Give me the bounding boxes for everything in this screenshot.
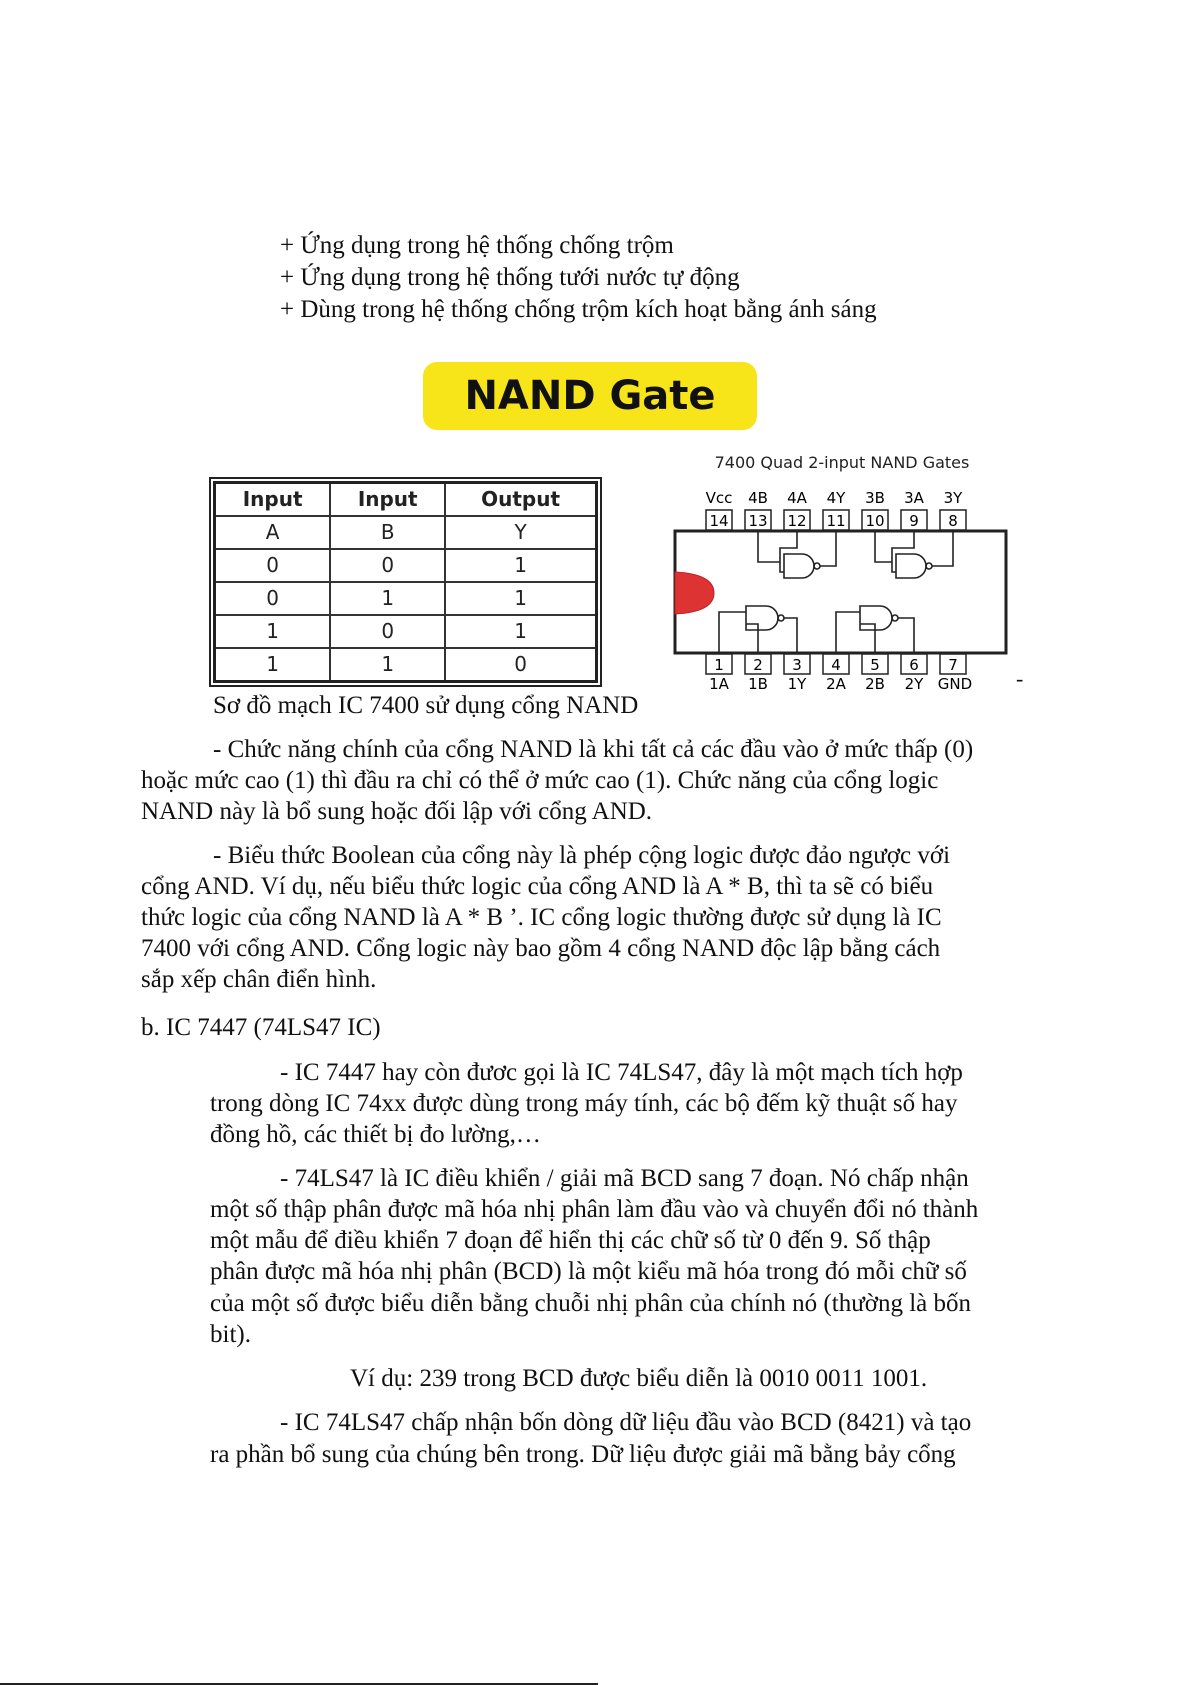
pin-number: 12 <box>787 512 807 530</box>
chip-body <box>675 531 1006 653</box>
bullet-item: + Ứng dụng trong hệ thống tưới nước tự động <box>280 264 740 291</box>
pin <box>823 489 849 530</box>
text-line: - IC 7447 hay còn đươc gọi là IC 74LS47, đây là một mạch tích hợp <box>280 1059 963 1086</box>
pin <box>784 489 810 530</box>
top-pin-row <box>706 489 966 530</box>
text-line: của một số được biểu diễn bằng chuỗi nhị phân của chính nó (thường là bốn <box>210 1290 972 1317</box>
text-line: - Chức năng chính của cổng NAND là khi tất cả các đầu vào ở mức thấp (0) <box>213 736 974 763</box>
pin-number: 7 <box>948 656 958 674</box>
pin-label: 2B <box>865 675 885 692</box>
pin-label: 2Y <box>904 675 924 692</box>
pin <box>862 489 888 530</box>
table-cell: 1 <box>445 615 596 648</box>
nand-truth-table <box>213 481 598 683</box>
text-line: 7400 với cổng AND. Cổng logic này bao gồm 4 cổng NAND độc lập bằng cách <box>141 935 941 962</box>
pin-number: 2 <box>753 656 763 674</box>
text-line: đồng hồ, các thiết bị đo lường,… <box>210 1121 541 1148</box>
table-cell: 1 <box>445 549 596 582</box>
text-line: một mẫu để điều khiển 7 đoạn để hiển thị các chữ số từ 0 đến 9. Số thập <box>210 1227 931 1254</box>
text-line: cổng AND. Ví dụ, nếu biểu thức logic của cổng AND là A * B, thì ta sẽ có biểu <box>141 873 934 900</box>
text-line: - IC 74LS47 chấp nhận bốn dòng dữ liệu đầu vào BCD (8421) và tạo <box>280 1409 972 1436</box>
text-line: sắp xếp chân điển hình. <box>141 966 377 993</box>
pin-label: 3Y <box>943 489 963 507</box>
table-cell: 0 <box>215 549 331 582</box>
pin-label: 1B <box>748 675 768 692</box>
table-cell: 1 <box>330 582 445 615</box>
table-cell: 0 <box>445 648 596 682</box>
table-subheader: A <box>215 516 331 549</box>
text-line: thức logic của cổng NAND là A * B ’. IC cổng logic thường được sử dụng là IC <box>141 904 942 931</box>
bottom-pin-row <box>706 654 972 692</box>
bullet-item: + Ứng dụng trong hệ thống chống trộm <box>280 232 674 259</box>
pin-number: 8 <box>948 512 958 530</box>
text-line: - Biểu thức Boolean của cổng này là phép cộng logic được đảo ngược với <box>213 842 951 869</box>
pin-label: 1A <box>709 675 729 692</box>
table-header: Input <box>330 483 445 517</box>
table-row <box>215 582 597 615</box>
pin-label: GND <box>937 675 973 692</box>
table-cell: 0 <box>330 615 445 648</box>
pin-number: 4 <box>831 656 841 674</box>
table-cell: 1 <box>330 648 445 682</box>
pin-label: Vcc <box>705 489 733 507</box>
pin-number: 14 <box>709 512 729 530</box>
text-line: một số thập phân được mã hóa nhị phân làm đầu vào và chuyển đổi nó thành <box>210 1196 979 1223</box>
pin <box>706 489 733 530</box>
table-header: Input <box>215 483 331 517</box>
text-line: - 74LS47 là IC điều khiển / giải mã BCD sang 7 đoạn. Nó chấp nhận <box>280 1165 969 1192</box>
text-line: phân được mã hóa nhị phân (BCD) là một kiểu mã hóa trong đó mỗi chữ số <box>210 1258 967 1285</box>
table-cell: 1 <box>215 648 331 682</box>
pin <box>745 654 771 692</box>
nand-gate-banner: NAND Gate <box>423 362 757 430</box>
pin <box>862 654 888 692</box>
table-cell: 1 <box>215 615 331 648</box>
table-row <box>215 549 597 582</box>
table-cell: 1 <box>445 582 596 615</box>
example-line: Ví dụ: 239 trong BCD được biểu diễn là 0010 0011 1001. <box>350 1365 928 1392</box>
table-cell: 0 <box>215 582 331 615</box>
section-heading: b. IC 7447 (74LS47 IC) <box>141 1014 381 1041</box>
pin-number: 1 <box>714 656 724 674</box>
pin-number: 10 <box>865 512 885 530</box>
pin <box>901 654 927 692</box>
table-row <box>215 615 597 648</box>
text-line: NAND này là bổ sung hoặc đối lập với cổng AND. <box>141 798 653 825</box>
pin-label: 2A <box>826 675 846 692</box>
pin <box>784 654 810 692</box>
pin-number: 6 <box>909 656 919 674</box>
text-line: bit). <box>210 1321 251 1348</box>
table-subheader: Y <box>445 516 596 549</box>
text-line: hoặc mức cao (1) thì đầu ra chỉ có thể ở mức cao (1). Chức năng của cổng logic <box>141 767 939 794</box>
pin-number: 3 <box>792 656 802 674</box>
pin-number: 11 <box>826 512 846 530</box>
pin <box>706 654 732 692</box>
table-row <box>215 648 597 682</box>
pin-label: 3A <box>904 489 924 507</box>
stray-dash: - <box>1016 666 1024 691</box>
pin <box>901 489 927 530</box>
pin-label: 4B <box>748 489 768 507</box>
bullet-list <box>280 230 877 326</box>
pin-label: 4Y <box>826 489 846 507</box>
table-subheader: B <box>330 516 445 549</box>
ic-7400-pinout-diagram <box>672 452 1012 692</box>
text-line: trong dòng IC 74xx được dùng trong máy tính, các bộ đếm kỹ thuật số hay <box>210 1090 958 1117</box>
table-cell: 0 <box>330 549 445 582</box>
pin-number: 13 <box>748 512 768 530</box>
pin <box>823 654 849 692</box>
text-line: ra phần bổ sung của chúng bên trong. Dữ liệu được giải mã bằng bảy cổng <box>210 1441 956 1468</box>
pin <box>940 489 966 530</box>
table-header: Output <box>445 483 596 517</box>
bullet-item: + Dùng trong hệ thống chống trộm kích hoạt bằng ánh sáng <box>280 296 877 323</box>
pin-label: 3B <box>865 489 885 507</box>
pin-label: 1Y <box>787 675 807 692</box>
chip-title: 7400 Quad 2-input NAND Gates <box>714 453 970 472</box>
pin-number: 5 <box>870 656 880 674</box>
pin-label: 4A <box>787 489 807 507</box>
pin-number: 9 <box>909 512 919 530</box>
pin <box>938 654 972 692</box>
pin <box>745 489 771 530</box>
figure-caption: Sơ đồ mạch IC 7400 sử dụng cổng NAND <box>213 692 639 719</box>
